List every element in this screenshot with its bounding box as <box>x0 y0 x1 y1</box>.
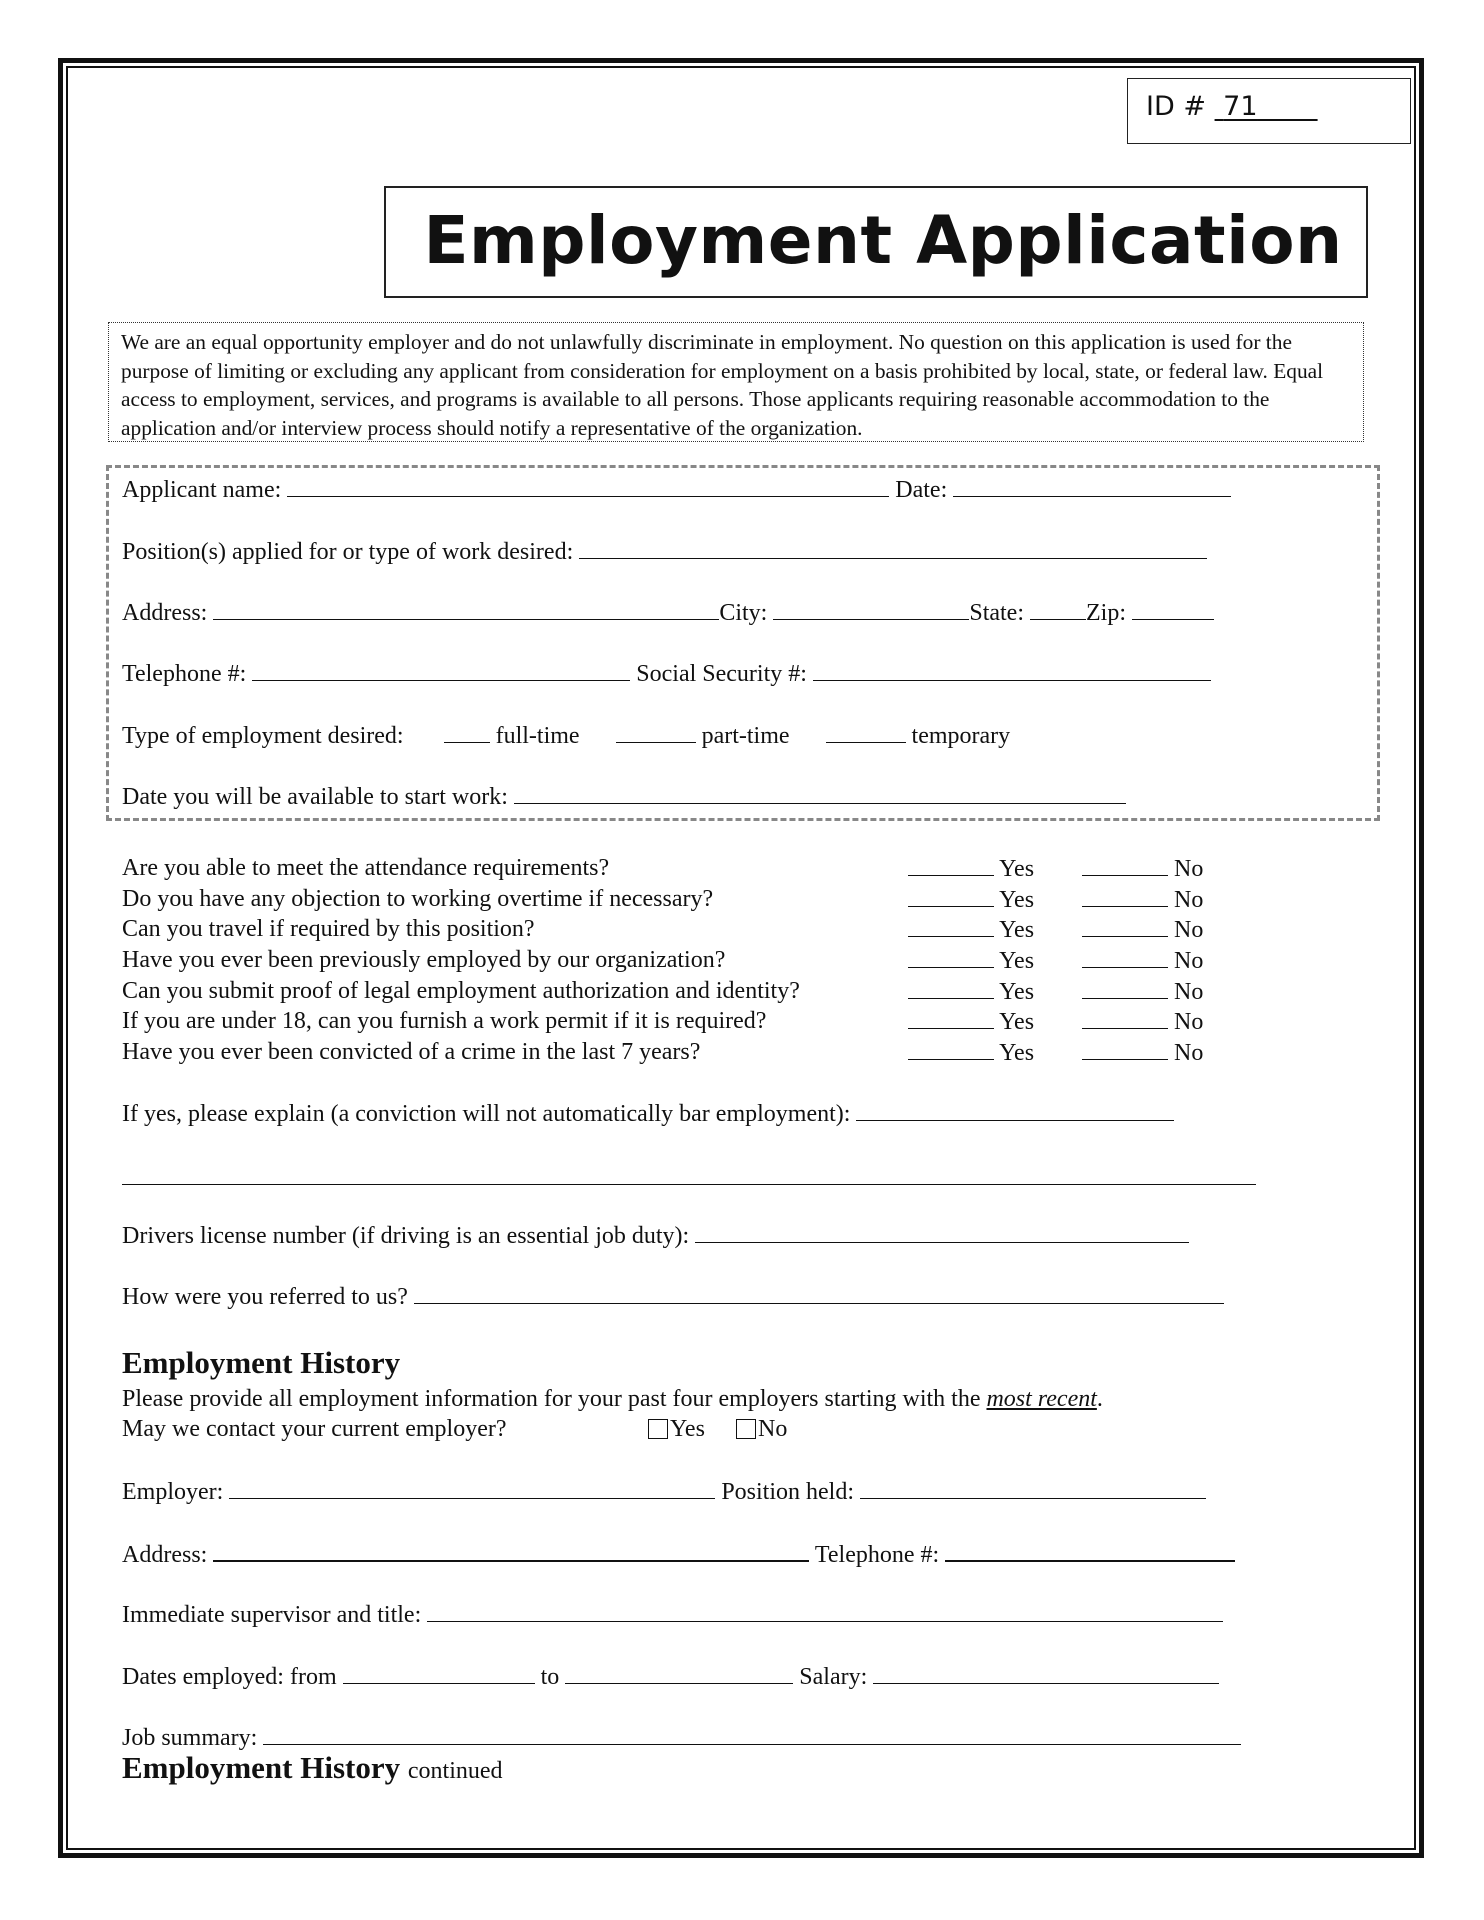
zip-label: Zip: <box>1086 600 1126 626</box>
temporary-field[interactable] <box>826 720 906 743</box>
no-label: No <box>1174 917 1204 943</box>
full-time-field[interactable] <box>444 720 490 743</box>
employment-type-row <box>122 720 1010 751</box>
state-label: State: <box>969 600 1024 626</box>
question-7: Have you ever been convicted of a crime in the last 7 years? <box>122 1039 701 1065</box>
employer-field[interactable] <box>229 1476 715 1499</box>
supervisor-row <box>122 1599 1223 1630</box>
yes-label: Yes <box>999 887 1035 913</box>
contact-no-checkbox[interactable] <box>736 1419 756 1439</box>
question-3: Can you travel if required by this position? <box>122 916 535 942</box>
question-7-yes[interactable] <box>908 1037 1034 1068</box>
zip-field[interactable] <box>1132 597 1214 620</box>
question-6-yes[interactable] <box>908 1006 1034 1037</box>
salary-field[interactable] <box>873 1661 1219 1684</box>
question-5-yes[interactable] <box>908 976 1034 1007</box>
question-4: Have you ever been previously employed by our organization? <box>122 947 726 973</box>
yes-label: Yes <box>999 948 1035 974</box>
question-1-no[interactable] <box>1082 853 1203 884</box>
ssn-label: Social Security #: <box>636 661 807 687</box>
job-summary-label: Job summary: <box>122 1725 258 1751</box>
dates-to-label: to <box>540 1664 560 1690</box>
applicant-name-label: Applicant name: <box>122 477 282 503</box>
telephone-field[interactable] <box>252 658 630 681</box>
question-3-no-field[interactable] <box>1082 914 1168 937</box>
employer-telephone-field[interactable] <box>945 1538 1235 1562</box>
contact-no-option[interactable] <box>736 1414 787 1444</box>
ssn-field[interactable] <box>813 658 1211 681</box>
no-label: No <box>1174 887 1204 913</box>
question-4-no-field[interactable] <box>1082 945 1168 968</box>
question-2-yes[interactable] <box>908 884 1034 915</box>
continued-heading-text: Employment History <box>122 1750 401 1785</box>
question-7-yes-field[interactable] <box>908 1037 994 1060</box>
city-label: City: <box>719 600 768 626</box>
contact-employer-row <box>122 1414 507 1444</box>
position-label: Position(s) applied for or type of work desired: <box>122 539 574 565</box>
question-1-no-field[interactable] <box>1082 853 1168 876</box>
position-row <box>122 536 1207 567</box>
date-field[interactable] <box>953 474 1231 497</box>
employer-row <box>122 1476 1206 1507</box>
explain-field[interactable] <box>856 1098 1174 1121</box>
yes-label: Yes <box>999 917 1035 943</box>
question-5-yes-field[interactable] <box>908 976 994 999</box>
no-label: No <box>1174 856 1204 882</box>
question-2-no-field[interactable] <box>1082 884 1168 907</box>
question-2-yes-field[interactable] <box>908 884 994 907</box>
question-7-no-field[interactable] <box>1082 1037 1168 1060</box>
position-held-field[interactable] <box>860 1476 1206 1499</box>
referral-label: How were you referred to us? <box>122 1284 408 1310</box>
supervisor-field[interactable] <box>427 1599 1223 1622</box>
id-value[interactable]: 71 <box>1223 91 1258 122</box>
history-instructions <box>122 1384 1103 1414</box>
equal-opportunity-notice: We are an equal opportunity employer and do not unlawfully discriminate in employment. No question on this application is used for the purpose of limiting or excluding any applicant from consideration for employment on a basis prohibited by local, state, or federal law. Equal access to employment, services, and programs is available to all persons. Those applicants requiring reasonable accommodation to the application and/or interview process should notify a representative of the organization. <box>108 322 1364 442</box>
applicant-name-row <box>122 474 1231 505</box>
referral-row <box>122 1281 1224 1312</box>
job-summary-field[interactable] <box>263 1722 1241 1745</box>
yes-label: Yes <box>999 856 1035 882</box>
question-4-yes[interactable] <box>908 945 1034 976</box>
question-2-no[interactable] <box>1082 884 1203 915</box>
address-row <box>122 597 1214 628</box>
employment-history-continued-heading <box>122 1750 503 1789</box>
question-2: Do you have any objection to working overtime if necessary? <box>122 886 714 912</box>
job-summary-row <box>122 1722 1241 1753</box>
part-time-label: part-time <box>701 723 790 749</box>
contact-employer-label: May we contact your current employer? <box>122 1416 507 1442</box>
contact-yes-option[interactable] <box>648 1414 705 1444</box>
start-date-field[interactable] <box>514 781 1126 804</box>
dates-from-field[interactable] <box>343 1661 535 1684</box>
yes-label: Yes <box>999 979 1035 1005</box>
question-5-no[interactable] <box>1082 976 1203 1007</box>
license-row <box>122 1220 1189 1251</box>
contact-yes-label: Yes <box>670 1416 705 1442</box>
question-6-yes-field[interactable] <box>908 1006 994 1029</box>
question-6-no[interactable] <box>1082 1006 1203 1037</box>
history-instructions-end: . <box>1096 1386 1103 1412</box>
explain-row <box>122 1098 1174 1129</box>
employer-telephone-label: Telephone #: <box>814 1542 940 1568</box>
question-5-no-field[interactable] <box>1082 976 1168 999</box>
telephone-row <box>122 658 1211 689</box>
question-5: Can you submit proof of legal employment authorization and identity? <box>122 978 800 1004</box>
question-1-yes[interactable] <box>908 853 1034 884</box>
license-label: Drivers license number (if driving is an essential job duty): <box>122 1223 690 1249</box>
temporary-label: temporary <box>911 723 1011 749</box>
continued-label: continued <box>407 1758 503 1784</box>
dates-from-label: Dates employed: from <box>122 1664 337 1690</box>
contact-no-label: No <box>758 1416 788 1442</box>
referral-field[interactable] <box>414 1281 1224 1304</box>
applicant-name-field[interactable] <box>287 474 889 497</box>
question-4-no[interactable] <box>1082 945 1203 976</box>
license-field[interactable] <box>695 1220 1189 1243</box>
no-label: No <box>1174 1040 1204 1066</box>
dates-employed-row <box>122 1661 1219 1692</box>
employment-type-label: Type of employment desired: <box>122 723 404 749</box>
start-date-label: Date you will be available to start work: <box>122 784 508 810</box>
position-held-label: Position held: <box>721 1479 854 1505</box>
contact-yes-checkbox[interactable] <box>648 1419 668 1439</box>
question-6-no-field[interactable] <box>1082 1006 1168 1029</box>
yes-label: Yes <box>999 1009 1035 1035</box>
employment-history-heading: Employment History <box>122 1345 401 1380</box>
question-4-yes-field[interactable] <box>908 945 994 968</box>
question-3-yes-field[interactable] <box>908 914 994 937</box>
salary-label: Salary: <box>799 1664 868 1690</box>
address-field[interactable] <box>213 597 719 620</box>
no-label: No <box>1174 948 1204 974</box>
position-field[interactable] <box>579 536 1207 559</box>
supervisor-label: Immediate supervisor and title: <box>122 1602 422 1628</box>
page-title: Employment Application <box>384 186 1368 298</box>
employer-label: Employer: <box>122 1479 224 1505</box>
full-time-label: full-time <box>495 723 580 749</box>
city-field[interactable] <box>773 597 969 620</box>
question-3-yes[interactable] <box>908 914 1034 945</box>
question-1: Are you able to meet the attendance requirements? <box>122 855 610 881</box>
start-date-row <box>122 781 1126 812</box>
employer-address-label: Address: <box>122 1542 208 1568</box>
id-box <box>1127 78 1411 144</box>
explain-field-line-2[interactable] <box>122 1184 1256 1185</box>
question-6: If you are under 18, can you furnish a work permit if it is required? <box>122 1008 767 1034</box>
no-label: No <box>1174 979 1204 1005</box>
explain-label: If yes, please explain (a conviction will not automatically bar employment): <box>122 1101 851 1127</box>
telephone-label: Telephone #: <box>122 661 247 687</box>
employer-address-row <box>122 1538 1235 1570</box>
address-label: Address: <box>122 600 208 626</box>
question-1-yes-field[interactable] <box>908 853 994 876</box>
question-3-no[interactable] <box>1082 914 1203 945</box>
yes-label: Yes <box>999 1040 1035 1066</box>
part-time-field[interactable] <box>616 720 696 743</box>
dates-to-field[interactable] <box>565 1661 793 1684</box>
state-field[interactable] <box>1030 597 1086 620</box>
date-label: Date: <box>895 477 948 503</box>
no-label: No <box>1174 1009 1204 1035</box>
employer-address-field[interactable] <box>213 1538 809 1562</box>
id-label: ID # <box>1146 91 1206 122</box>
applicant-info-box <box>106 465 1380 821</box>
most-recent-emphasis: most recent <box>986 1386 1097 1412</box>
question-7-no[interactable] <box>1082 1037 1203 1068</box>
history-instructions-text: Please provide all employment information for your past four employers starting with the <box>122 1386 987 1412</box>
